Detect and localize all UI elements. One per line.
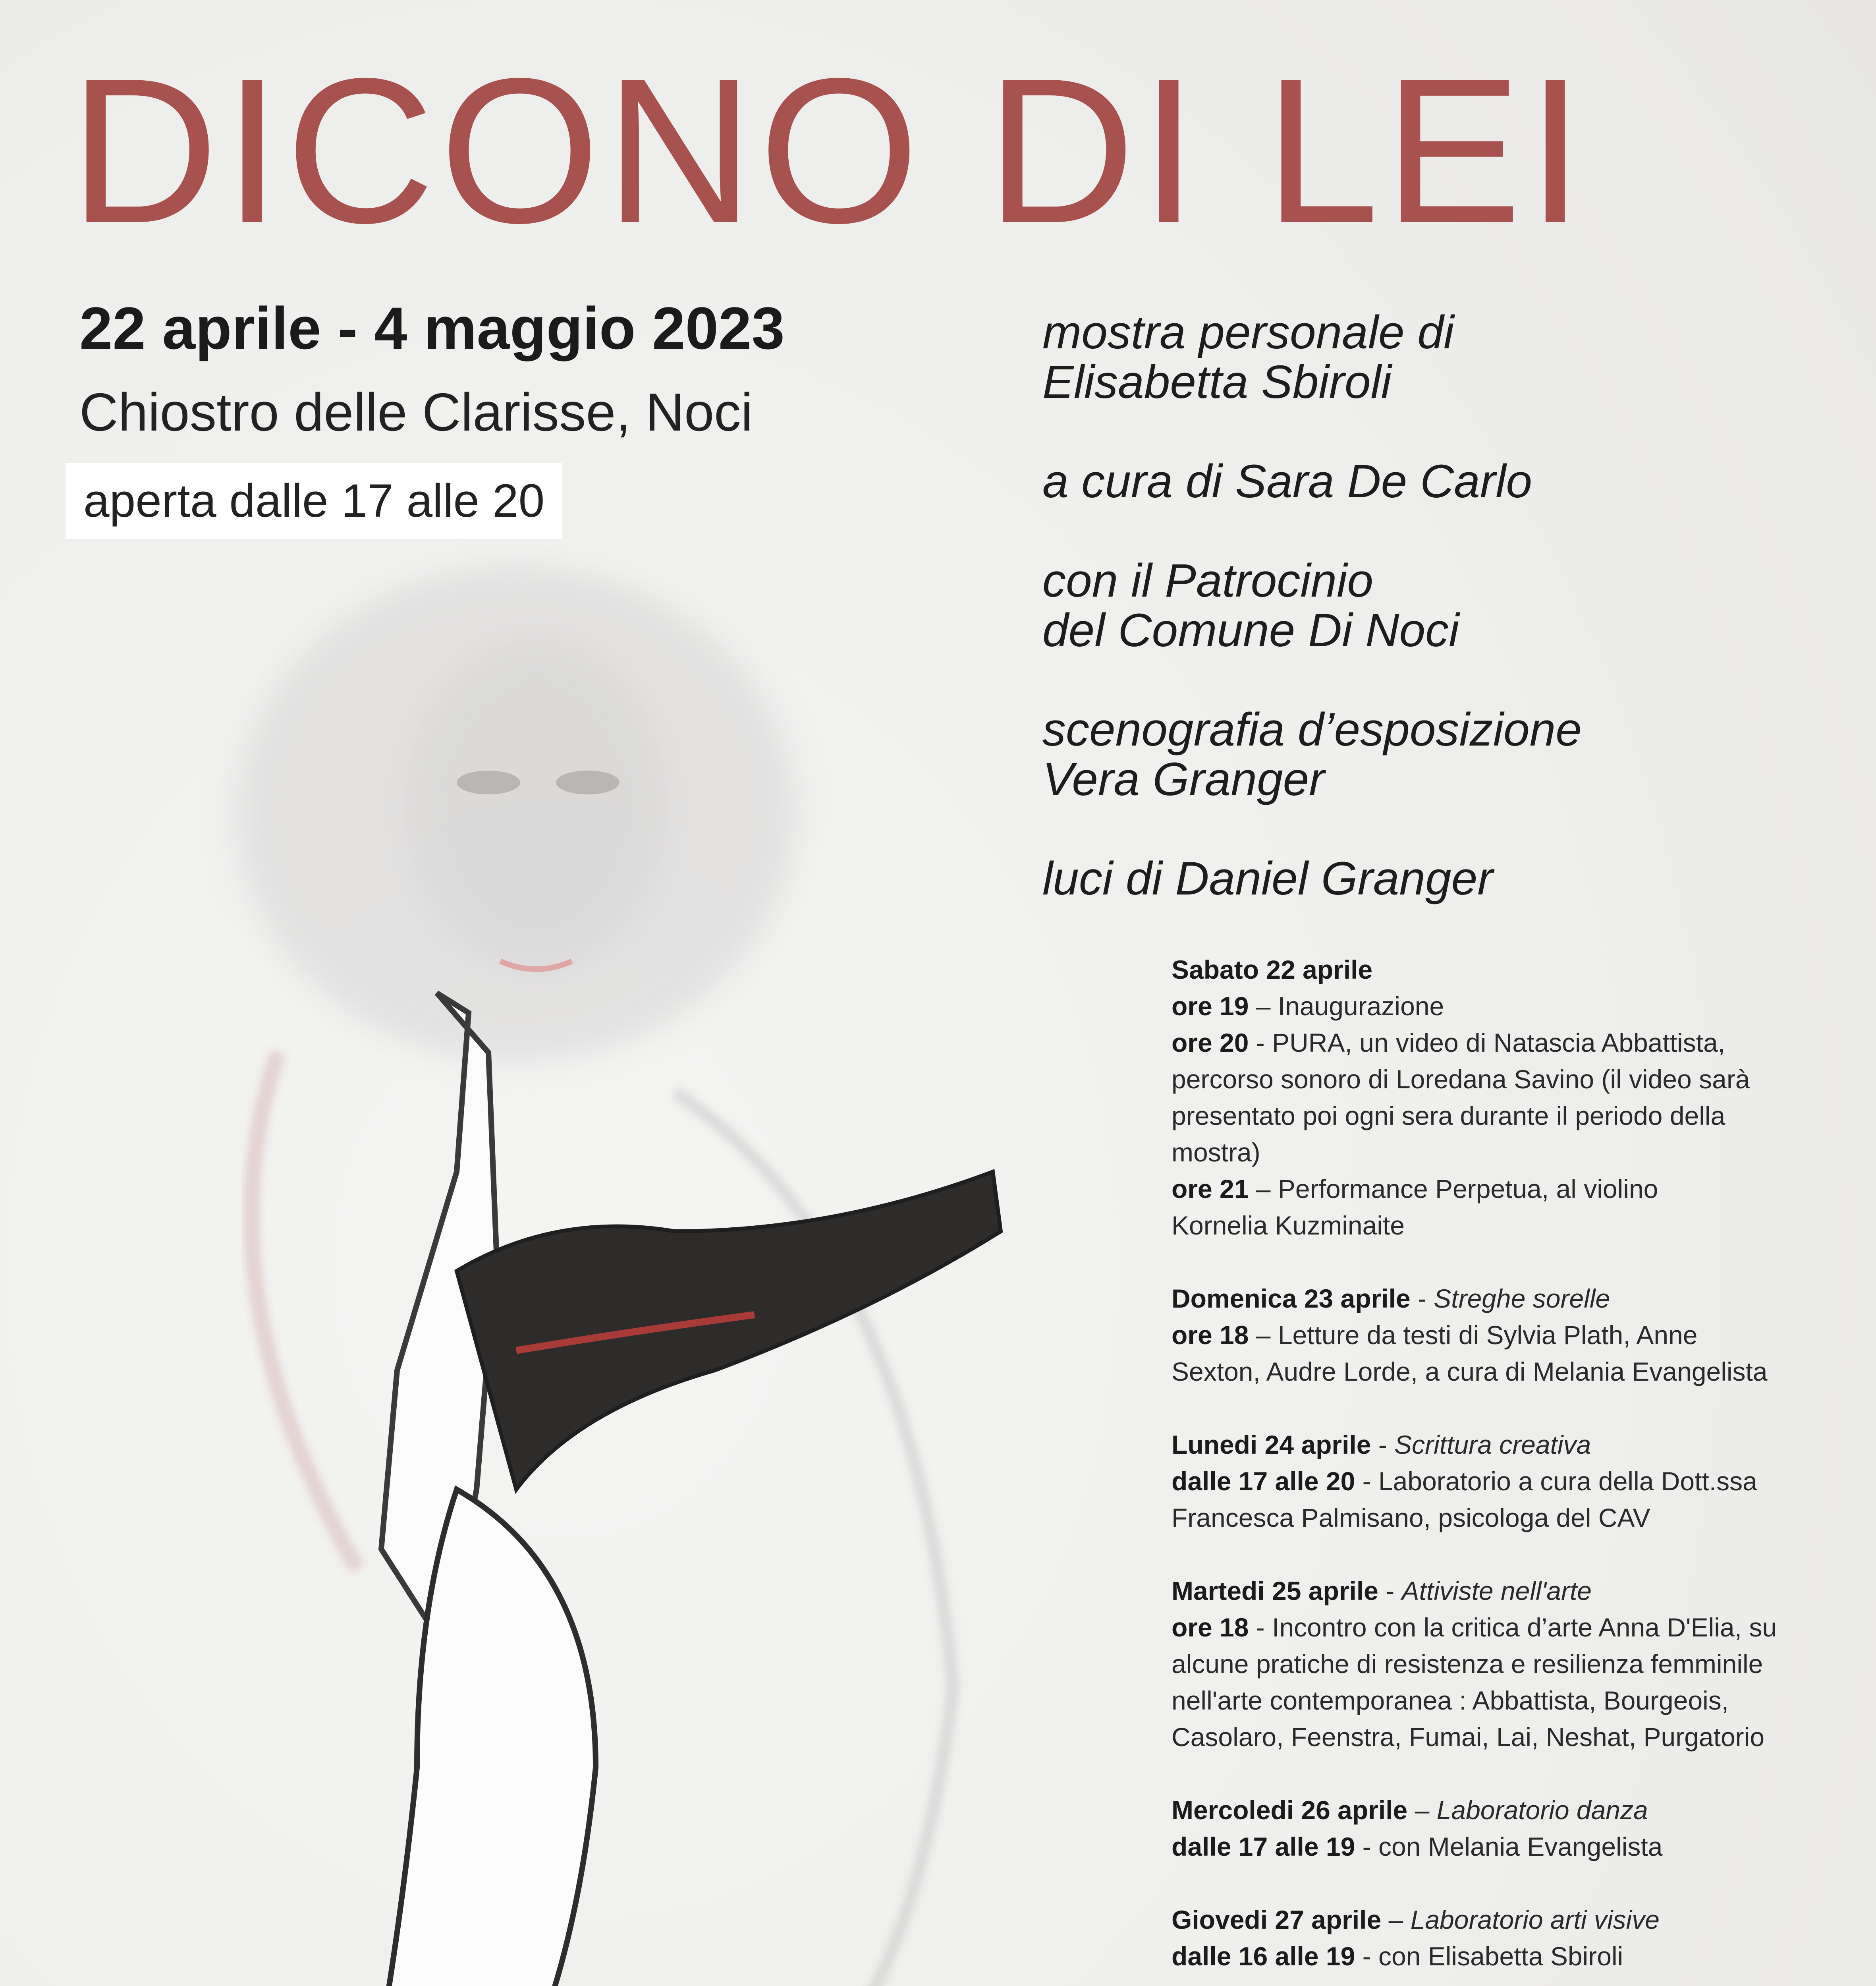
program-event bbox=[1172, 1901, 1855, 1974]
event-description: Casolaro, Feenstra, Fumai, Lai, Neshat, Purgatorio bbox=[1172, 1722, 1765, 1752]
event-line bbox=[1172, 1097, 1855, 1134]
event-theme: Streghe sorelle bbox=[1434, 1284, 1610, 1313]
event-line bbox=[1172, 1171, 1855, 1207]
event-description: - PURA, un video di Natascia Abbattista, bbox=[1249, 1028, 1725, 1057]
event-line bbox=[1172, 1682, 1855, 1719]
figure-drawing-illustration bbox=[0, 496, 1152, 1986]
event-line bbox=[1172, 1938, 1855, 1974]
exhibition-title: DICONO DI LEI bbox=[69, 35, 1589, 266]
event-description: - con Elisabetta Sbiroli bbox=[1355, 1942, 1623, 1971]
event-header bbox=[1172, 1901, 1855, 1938]
event-line bbox=[1172, 988, 1855, 1024]
event-line bbox=[1172, 1024, 1855, 1061]
event-header bbox=[1172, 1792, 1855, 1828]
event-time: dalle 17 alle 19 bbox=[1172, 1832, 1355, 1861]
event-line bbox=[1172, 1719, 1855, 1755]
event-header bbox=[1172, 1573, 1855, 1609]
event-program bbox=[1172, 951, 1855, 1986]
event-description: alcune pratiche di resistenza e resilienza femminile bbox=[1172, 1649, 1763, 1679]
event-time: ore 20 bbox=[1172, 1028, 1249, 1057]
event-description: presentato poi ogni sera durante il periodo della bbox=[1172, 1101, 1725, 1130]
event-description: – Letture da testi di Sylvia Plath, Anne bbox=[1249, 1320, 1698, 1350]
event-description: - Laboratorio a cura della Dott.ssa bbox=[1355, 1466, 1757, 1496]
event-description: Francesca Palmisano, psicologa del CAV bbox=[1172, 1503, 1650, 1532]
event-theme: Laboratorio danza bbox=[1436, 1795, 1648, 1825]
event-description: - con Melania Evangelista bbox=[1355, 1832, 1663, 1861]
program-event bbox=[1172, 1792, 1855, 1865]
exhibition-venue: Chiostro delle Clarisse, Noci bbox=[79, 382, 753, 442]
program-event bbox=[1172, 951, 1855, 1244]
credit-patronage: con il Patrocinio del Comune Di Noci bbox=[1042, 554, 1459, 657]
event-header bbox=[1172, 1426, 1855, 1463]
event-line bbox=[1172, 1207, 1855, 1244]
opening-hours-badge: aperta dalle 17 alle 20 bbox=[66, 463, 562, 539]
upside-down-figure-sketch bbox=[329, 993, 1040, 1986]
event-line bbox=[1172, 1353, 1855, 1390]
program-event bbox=[1172, 1280, 1855, 1390]
credit-lighting: luci di Daniel Granger bbox=[1042, 852, 1493, 905]
exhibition-dates: 22 aprile - 4 maggio 2023 bbox=[79, 295, 785, 361]
event-day: Domenica 23 aprile bbox=[1172, 1284, 1411, 1313]
event-description: mostra) bbox=[1172, 1138, 1260, 1167]
event-theme: Attiviste nell'arte bbox=[1401, 1576, 1592, 1605]
event-line bbox=[1172, 1646, 1855, 1682]
event-header bbox=[1172, 1280, 1855, 1317]
event-description: Kornelia Kuzminaite bbox=[1172, 1211, 1405, 1240]
program-event bbox=[1172, 1426, 1855, 1536]
event-description: – Inaugurazione bbox=[1249, 991, 1444, 1021]
event-separator: – bbox=[1407, 1795, 1437, 1825]
event-time: ore 18 bbox=[1172, 1613, 1249, 1642]
event-separator: - bbox=[1371, 1430, 1395, 1459]
event-day: Lunedi 24 aprile bbox=[1172, 1430, 1371, 1459]
credit-curator: a cura di Sara De Carlo bbox=[1042, 455, 1532, 508]
event-line bbox=[1172, 1828, 1855, 1865]
event-day: Mercoledi 26 aprile bbox=[1172, 1795, 1408, 1825]
event-line bbox=[1172, 1463, 1855, 1499]
event-description: nell'arte contemporanea : Abbattista, Bourgeois, bbox=[1172, 1686, 1729, 1715]
event-separator: - bbox=[1378, 1576, 1402, 1605]
event-time: dalle 17 alle 20 bbox=[1172, 1466, 1355, 1496]
event-time: ore 19 bbox=[1172, 991, 1249, 1021]
event-description: percorso sonoro di Loredana Savino (il video sarà bbox=[1172, 1064, 1750, 1094]
program-event bbox=[1172, 1573, 1855, 1755]
event-line bbox=[1172, 1134, 1855, 1171]
event-time: ore 18 bbox=[1172, 1320, 1249, 1350]
event-line bbox=[1172, 1061, 1855, 1097]
event-line bbox=[1172, 1609, 1855, 1646]
event-line bbox=[1172, 1317, 1855, 1353]
credit-artist: mostra personale di Elisabetta Sbiroli bbox=[1042, 306, 1454, 408]
event-description: – Performance Perpetua, al violino bbox=[1249, 1174, 1658, 1204]
event-separator: - bbox=[1410, 1284, 1434, 1313]
event-time: ore 21 bbox=[1172, 1174, 1249, 1204]
event-separator: – bbox=[1381, 1905, 1411, 1934]
event-day: Giovedi 27 aprile bbox=[1172, 1905, 1382, 1934]
event-theme: Laboratorio arti visive bbox=[1410, 1905, 1660, 1934]
event-day: Sabato 22 aprile bbox=[1172, 955, 1373, 984]
event-day: Martedi 25 aprile bbox=[1172, 1576, 1378, 1605]
event-header bbox=[1172, 951, 1855, 988]
event-description: Sexton, Audre Lorde, a cura di Melania Evangelista bbox=[1172, 1357, 1768, 1386]
event-theme: Scrittura creativa bbox=[1394, 1430, 1591, 1459]
event-time: dalle 16 alle 19 bbox=[1172, 1942, 1355, 1971]
event-line bbox=[1172, 1499, 1855, 1536]
event-description: - Incontro con la critica d’arte Anna D'Elia, su bbox=[1249, 1613, 1777, 1642]
credit-set-design: scenografia d’esposizione Vera Granger bbox=[1042, 703, 1582, 806]
